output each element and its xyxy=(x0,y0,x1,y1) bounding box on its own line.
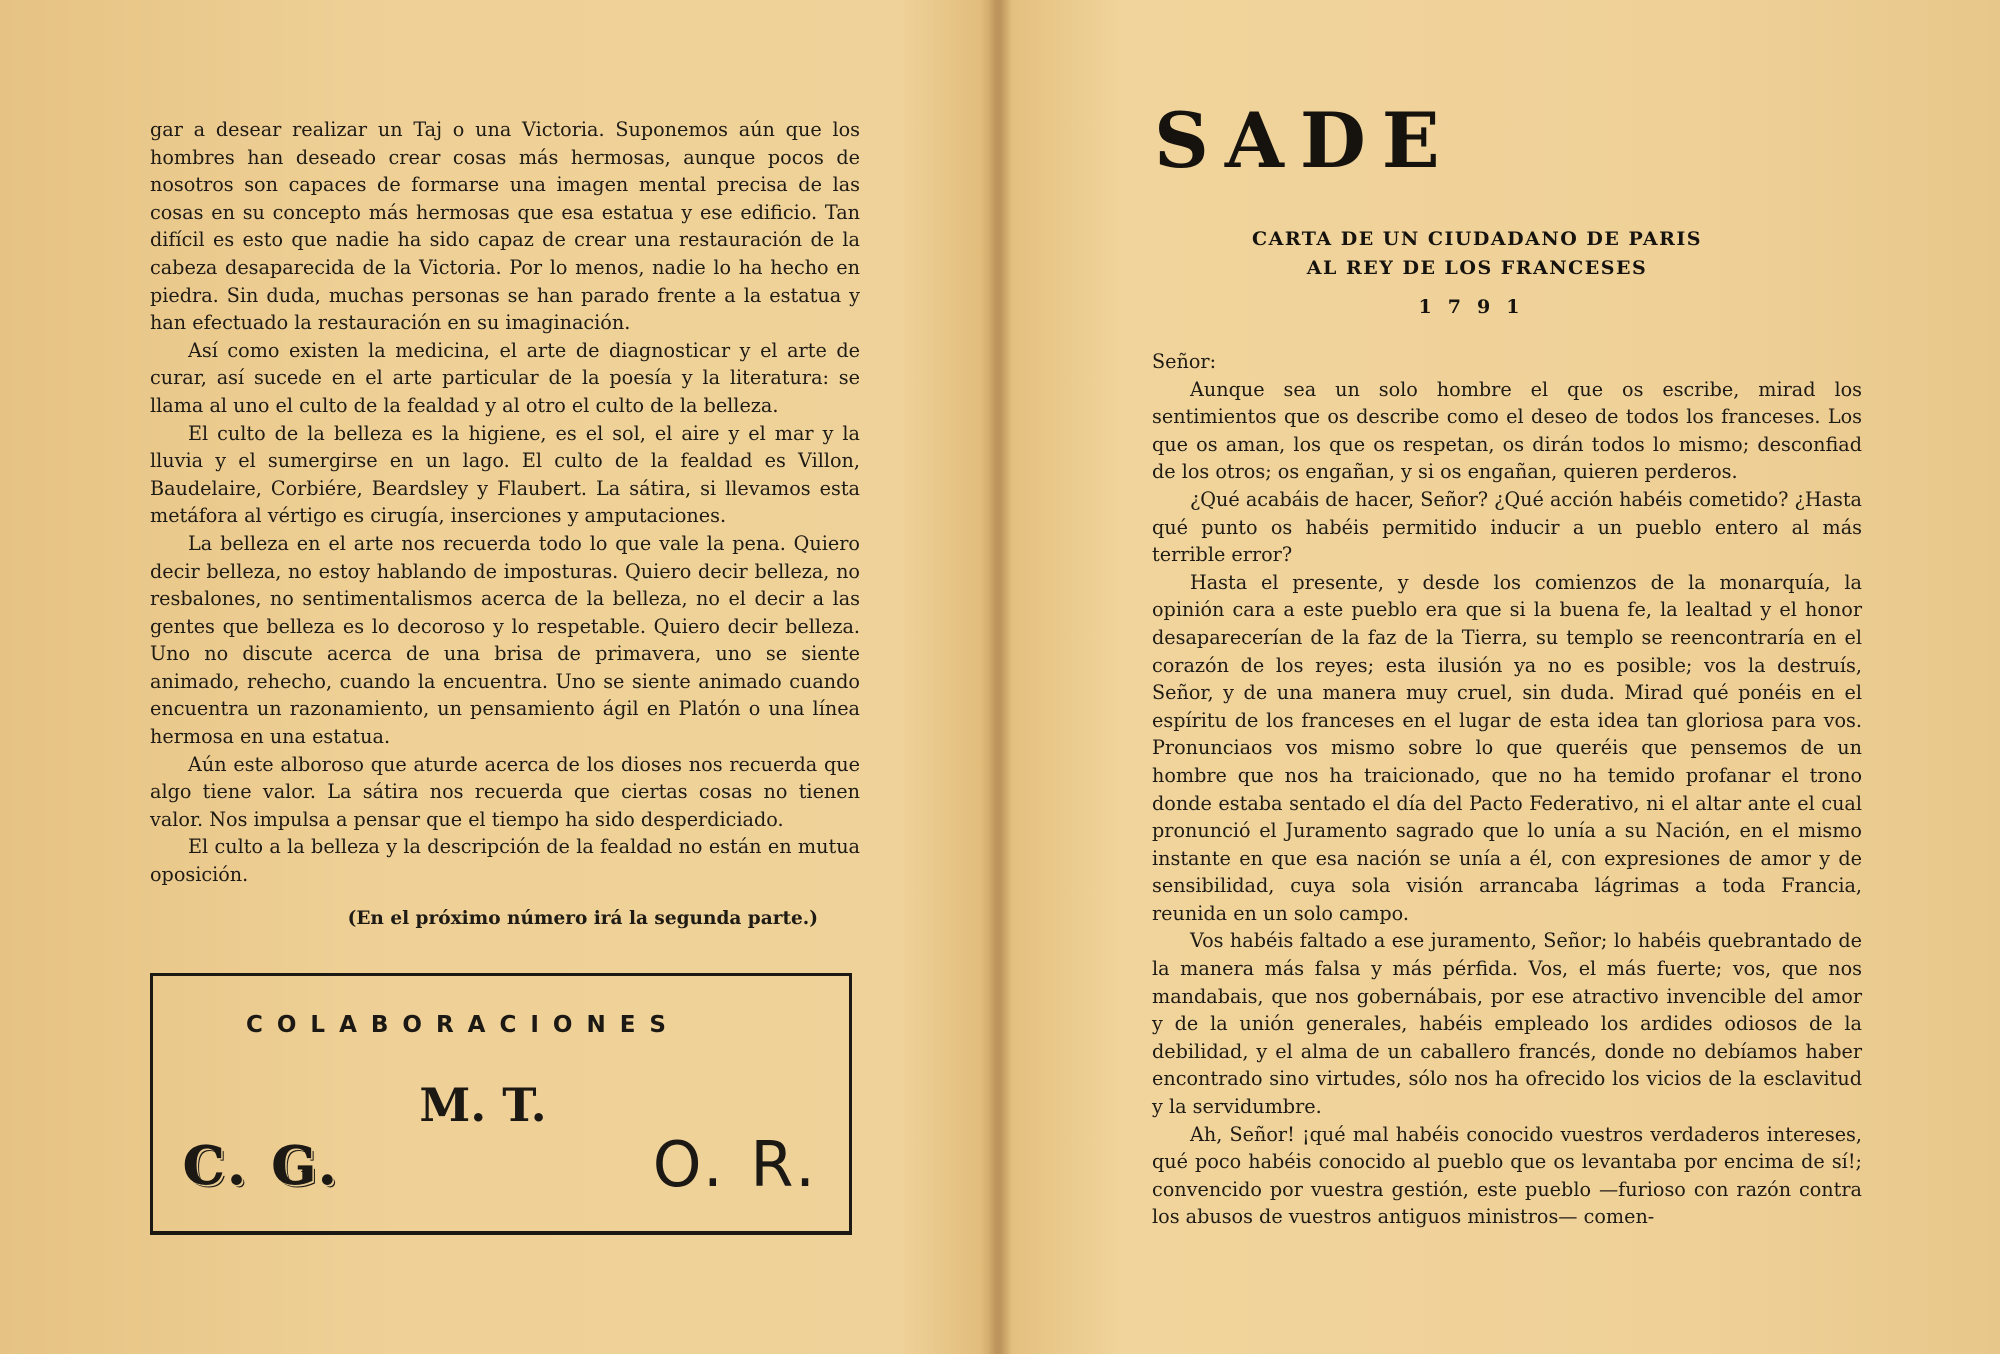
article-subtitle-line-2: AL REY DE LOS FRANCESES xyxy=(1306,257,1648,279)
article-year: 1791 xyxy=(1418,296,1536,318)
right-paragraph-1: Señor: xyxy=(1152,350,1217,373)
right-paragraph-6: Ah, Señor! ¡qué mal habéis conocido vuestros verdaderos intereses, qué poco habéis conocido al pueblo que os levantaba por encima de sí!; convencido por vuestra gestión, este pueblo —furioso con razón contra los abusos de vuestros antiguos ministros— comen- xyxy=(1152,1122,1862,1229)
article-subtitle-line-1: CARTA DE UN CIUDADANO DE PARIS xyxy=(1251,228,1703,250)
article-title: SADE xyxy=(1154,96,1456,185)
right-paragraph-4: Hasta el presente, y desde los comienzos de la monarquía, la opinión cara a este pueblo era que si la buena fe, la lealtad y el honor desaparecerían de la faz de la Tierra, su templo se reencontraría en el corazón de los reyes; esta ilusión ya no es posible; vos la destruís, Señor, y de una manera muy cruel, sin duda. Mirad qué ponéis en el espíritu de los franceses en el lugar de esta idea tan gloriosa para vos. Pronunciaos vos mismo sobre lo que queréis que pensemos de un hombre que nos ha traicionado, que no ha temido profanar el trono donde estaba sentado el día del Pacto Federativo, ni el altar ante el cual pronunció el Juramento sagrado que lo unía a su Nación, en el mismo instante en que esa nación se unía a él, con expresiones de amor y de sensibilidad, cuya sola visión arrancaba lágrimas a toda Francia, reunida en un solo campo. xyxy=(1152,570,1862,925)
left-paragraph-4: La belleza en el arte nos recuerda todo lo que vale la pena. Quiero decir belleza, no estoy hablando de imposturas. Quiero decir belleza, no resbalones, no sentimentalismos acerca de la belleza, no el decir a las gentes que belleza es lo decoroso y lo respetable. Quiero decir belleza. Uno no discute acerca de una brisa de primavera, uno se siente animado, rehecho, cuando la encuentra. Uno se siente animado cuando encuentra un razonamiento, un pensamiento ágil en Platón o una línea hermosa en una estatua. xyxy=(150,531,860,749)
left-paragraph-1: gar a desear realizar un Taj o una Victoria. Suponemos aún que los hombres han deseado crear cosas más hermosas, aunque pocos de nosotros son capaces de formarse una imagen mental precisa de las cosas en su concepto más hermosas que esa estatua y ese edificio. Tan difícil es esto que nadie ha sido capaz de crear una restauración de la cabeza desaparecida de la Victoria. Por lo menos, nadie lo ha hecho en piedra. Sin duda, muchas personas se han parado frente a la estatua y han efectuado la restauración en su imaginación. xyxy=(150,118,860,335)
colaborator-or: O. R. xyxy=(652,1128,819,1201)
colaborator-cg: C. G. xyxy=(183,1136,341,1197)
right-page-body xyxy=(1152,348,1862,1231)
colaboraciones-box xyxy=(150,973,852,1235)
left-page-body xyxy=(150,116,860,889)
colaborator-mt: M. T. xyxy=(419,1078,547,1132)
right-paragraph-5: Vos habéis faltado a ese juramento, Señor; lo habéis quebrantado de la manera más falsa y más pérfida. Vos, el más fuerte; vos, que nos mandabais, que nos gobernábais, por ese atractivo invencible del amor y de la unión generales, habéis empleado los ardides odiosos de la debilidad, y el alma de un caballero francés, donde no debíamos haber encontrado sino virtudes, sólo nos ha ofrecido los vicios de la esclavitud y la servidumbre. xyxy=(1152,929,1862,1119)
article-subtitle xyxy=(1152,225,1802,283)
right-paragraph-2: Aunque sea un solo hombre el que os escribe, mirad los sentimientos que os describe como el deseo de todos los franceses. Los que os aman, los que os respetan, os dirán todos lo mismo; desconfiad de los otros; os engañan, y si os engañan, quieren perderos. xyxy=(1152,377,1862,484)
next-issue-note: (En el próximo número irá la segunda parte.) xyxy=(347,908,818,929)
colaboraciones-title: COLABORACIONES xyxy=(246,1012,680,1038)
left-paragraph-2: Así como existen la medicina, el arte de diagnosticar y el arte de curar, así sucede en el arte particular de la poesía y la literatura: se llama al uno el culto de la fealdad y al otro el culto de la belleza. xyxy=(150,338,860,417)
left-paragraph-5: Aún este alboroso que aturde acerca de los dioses nos recuerda que algo tiene valor. La sátira nos recuerda que ciertas cosas no tienen valor. Nos impulsa a pensar que el tiempo ha sido desperdiciado. xyxy=(150,752,860,831)
book-spine xyxy=(988,0,1012,1354)
left-paragraph-3: El culto de la belleza es la higiene, es el sol, el aire y el mar y la lluvia y el sumergirse en un lago. El culto de la fealdad es Villon, Baudelaire, Corbiére, Beardsley y Flaubert. La sátira, si llevamos esta metáfora al vértigo es cirugía, inserciones y amputaciones. xyxy=(150,421,860,528)
right-paragraph-3: ¿Qué acabáis de hacer, Señor? ¿Qué acción habéis cometido? ¿Hasta qué punto os habéis permitido inducir a un pueblo entero al más terrible error? xyxy=(1152,487,1862,567)
left-paragraph-6: El culto a la belleza y la descripción de la fealdad no están en mutua oposición. xyxy=(150,835,860,887)
